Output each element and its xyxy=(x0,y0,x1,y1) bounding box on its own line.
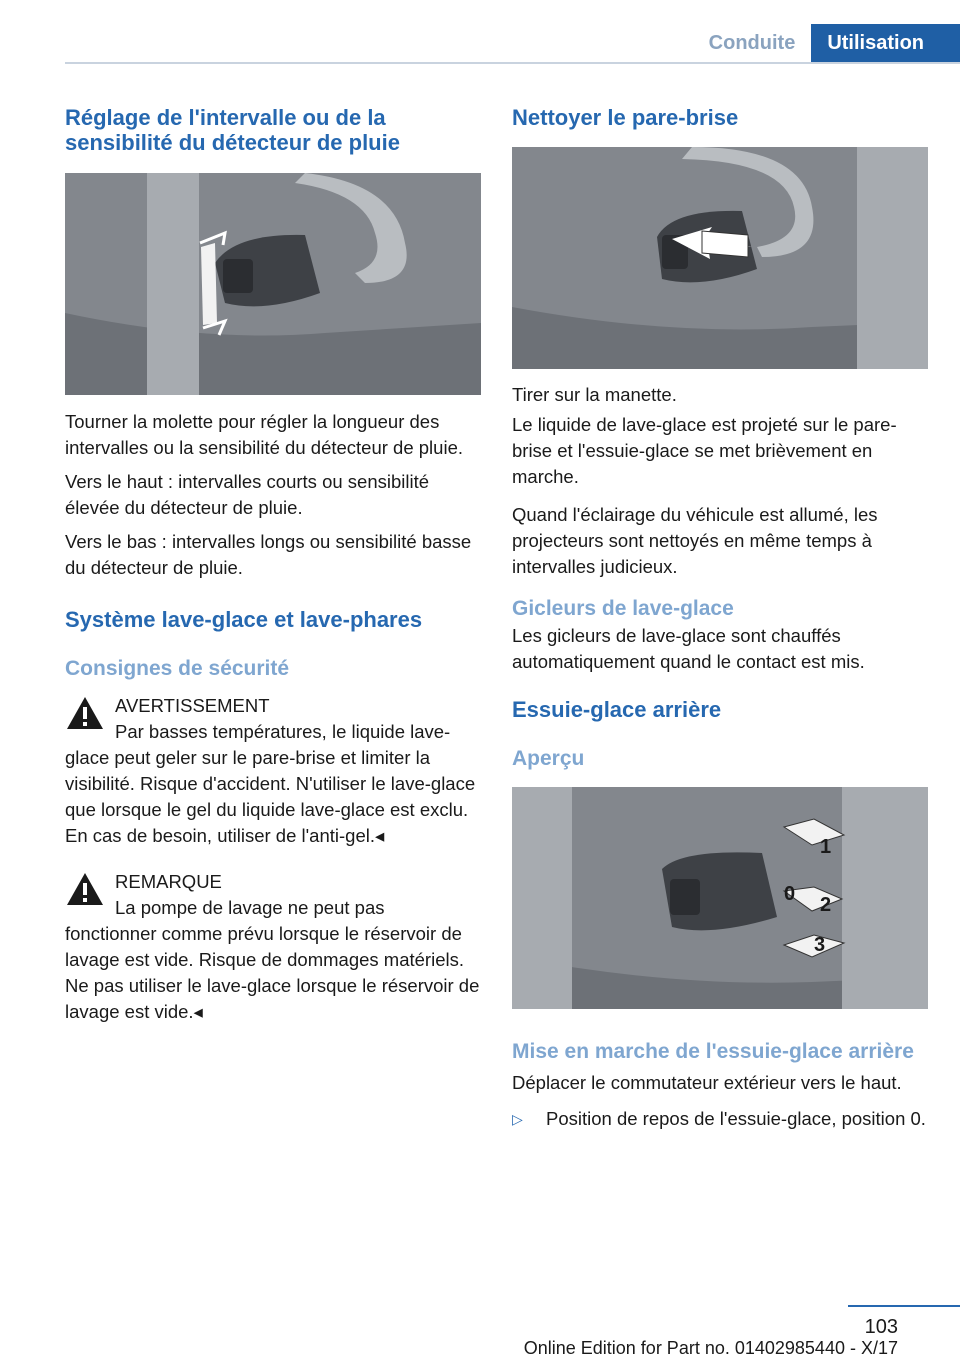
heading-overview: Aperçu xyxy=(512,747,585,770)
para-pull: Tirer sur la manette. xyxy=(512,384,677,405)
figure-pull-stalk xyxy=(512,147,928,369)
chapter-tabs xyxy=(693,24,960,62)
left-column xyxy=(65,100,481,1025)
stalk-wheel-illustration xyxy=(65,173,481,395)
bullet-rest-position xyxy=(512,1106,928,1132)
notice-title: REMARQUE xyxy=(115,871,222,892)
heading-nozzles: Gicleurs de lave-glace xyxy=(512,597,734,620)
rear-wiper-illustration xyxy=(512,787,928,1009)
right-column xyxy=(512,100,928,1132)
tab-utilisation[interactable]: Utilisation xyxy=(811,24,960,62)
warning-title: AVERTISSEMENT xyxy=(115,695,270,716)
page-number: 103 xyxy=(864,1316,898,1338)
fig-label-2: 2 xyxy=(820,894,832,916)
heading-rear-wiper: Essuie-glace arrière xyxy=(512,697,722,722)
warning-text: Par basses températures, le liquide lave-glace peut geler sur le pare-brise et limiter la visibilité. Risque d'accident. N'utiliser le lave-glace que lorsque le gel du liquide lave-glace est exclu. En cas de besoin, utiliser de l'anti-gel.◂ xyxy=(65,721,476,846)
triangle-bullet-icon: ▷ xyxy=(512,1111,523,1127)
bullet-text: Position de repos de l'essuie-glace, position 0. xyxy=(546,1108,926,1129)
heading-interval: Réglage de l'intervalle ou de la sensibilité du détecteur de pluie xyxy=(65,105,400,155)
para-lights: Quand l'éclairage du véhicule est allumé, les projecteurs sont nettoyés en même temps à intervalles judicieux. xyxy=(512,504,878,577)
notice-block xyxy=(65,869,481,1025)
warning-block xyxy=(65,693,481,849)
figure-rain-sensor-wheel xyxy=(65,173,481,395)
tab-conduite[interactable]: Conduite xyxy=(693,24,812,62)
para-nozzles: Les gicleurs de lave-glace sont chauffés automatiquement quand le contact est mis. xyxy=(512,625,865,672)
notice-triangle-icon xyxy=(65,871,105,907)
para-fluid: Le liquide de lave-glace est projeté sur le pare-brise et l'essuie-glace se met brièvement en marche. xyxy=(512,414,897,487)
fig-label-1: 1 xyxy=(820,836,832,858)
heading-clean-windshield: Nettoyer le pare-brise xyxy=(512,105,739,130)
header-rule xyxy=(65,62,960,64)
warning-triangle-icon xyxy=(65,695,105,731)
edition-info: Online Edition for Part no. 01402985440 - X/17 xyxy=(523,1338,898,1358)
notice-text: La pompe de lavage ne peut pas fonctionner comme prévu lorsque le réservoir de lavage est vide. Risque de dommages matériels. Ne pas utiliser le lave-glace lorsque le réservoir de lavage est vide.◂ xyxy=(65,897,480,1022)
heading-washer-system: Système lave-glace et lave-phares xyxy=(65,607,423,632)
heading-start-rear-wiper: Mise en marche de l'essuie-glace arrière xyxy=(512,1040,914,1063)
footer-rule xyxy=(848,1305,960,1307)
para-turn-wheel: Tourner la molette pour régler la longueur des intervalles ou la sensibilité du détecteur de pluie. xyxy=(65,411,463,458)
para-down: Vers le bas : intervalles longs ou sensibilité basse du détecteur de pluie. xyxy=(65,531,472,578)
pull-stalk-illustration xyxy=(512,147,928,369)
para-move-switch: Déplacer le commutateur extérieur vers le haut. xyxy=(512,1072,902,1093)
fig-label-0: 0 xyxy=(784,883,796,905)
fig-label-3: 3 xyxy=(814,934,826,956)
figure-rear-wiper xyxy=(512,787,928,1009)
heading-safety: Consignes de sécurité xyxy=(65,657,290,680)
para-up: Vers le haut : intervalles courts ou sensibilité élevée du détecteur de pluie. xyxy=(65,471,430,518)
